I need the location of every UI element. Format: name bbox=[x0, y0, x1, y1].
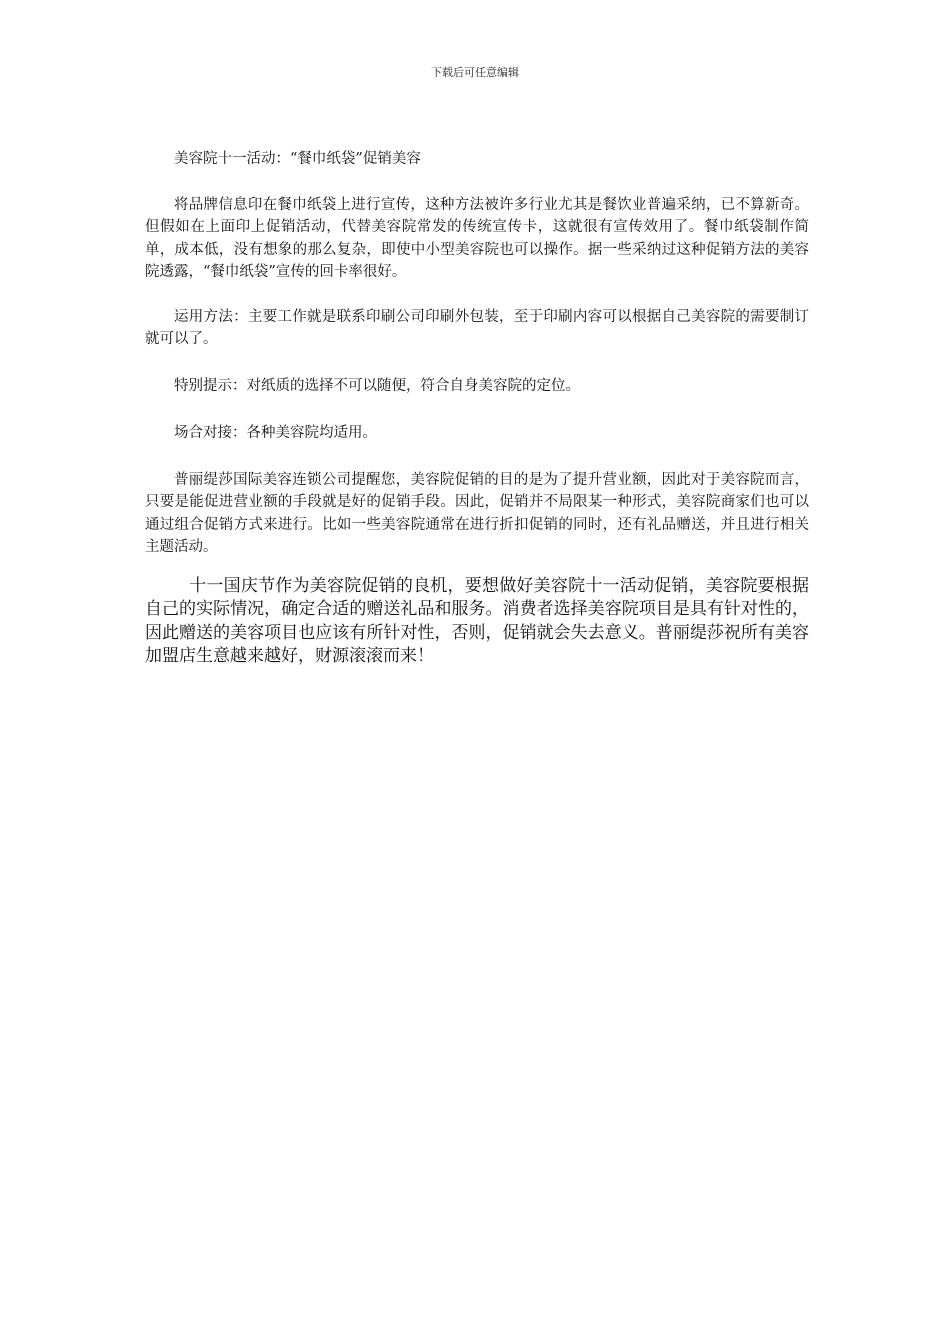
paragraph-occasion: 场合对接：各种美容院均适用。 bbox=[174, 425, 377, 441]
paragraph-closing: 十一国庆节作为美容院促销的良机，要想做好美容院十一活动促销，美容院要根据自己的实际情况，确定合适的赠送礼品和服务。消费者选择美容院项目是具有针对性的，因此赠送的美容项目也应该有所针对性，否则，促销就会失去意义。普丽缇莎祝所有美容加盟店生意越来越好，财源滚滚而来！ bbox=[145, 575, 809, 666]
paragraph-intro: 将品牌信息印在餐巾纸袋上进行宣传，这种方法被许多行业尤其是餐饮业普遍采纳，已不算新奇。但假如在上面印上促销活动，代替美容院常发的传统宣传卡，这就很有宣传效用了。餐巾纸袋制作简单，成本低，没有想象的那么复杂，即使中小型美容院也可以操作。据一些采纳过这种促销方法的美容院透露，“餐巾纸袋”宣传的回卡率很好。 bbox=[145, 196, 809, 280]
header-note: 下载后可任意编辑 bbox=[431, 66, 519, 79]
paragraph-tip: 特别提示：对纸质的选择不可以随便，符合自身美容院的定位。 bbox=[174, 377, 580, 394]
document-title: 美容院十一活动：“餐巾纸袋”促销美容 bbox=[174, 151, 421, 167]
document-body bbox=[145, 148, 809, 669]
paragraph-reminder: 普丽缇莎国际美容连锁公司提醒您，美容院促销的目的是为了提升营业额，因此对于美容院而言，只要是能促进营业额的手段就是好的促销手段。因此，促销并不局限某一种形式，美容院商家们也可以通过组合促销方式来进行。比如一些美容院通常在进行折扣促销的同时，还有礼品赠送，并且进行相关主题活动。 bbox=[145, 471, 809, 555]
paragraph-method: 运用方法：主要工作就是联系印刷公司印刷外包装，至于印刷内容可以根据自己美容院的需要制订就可以了。 bbox=[145, 308, 809, 347]
